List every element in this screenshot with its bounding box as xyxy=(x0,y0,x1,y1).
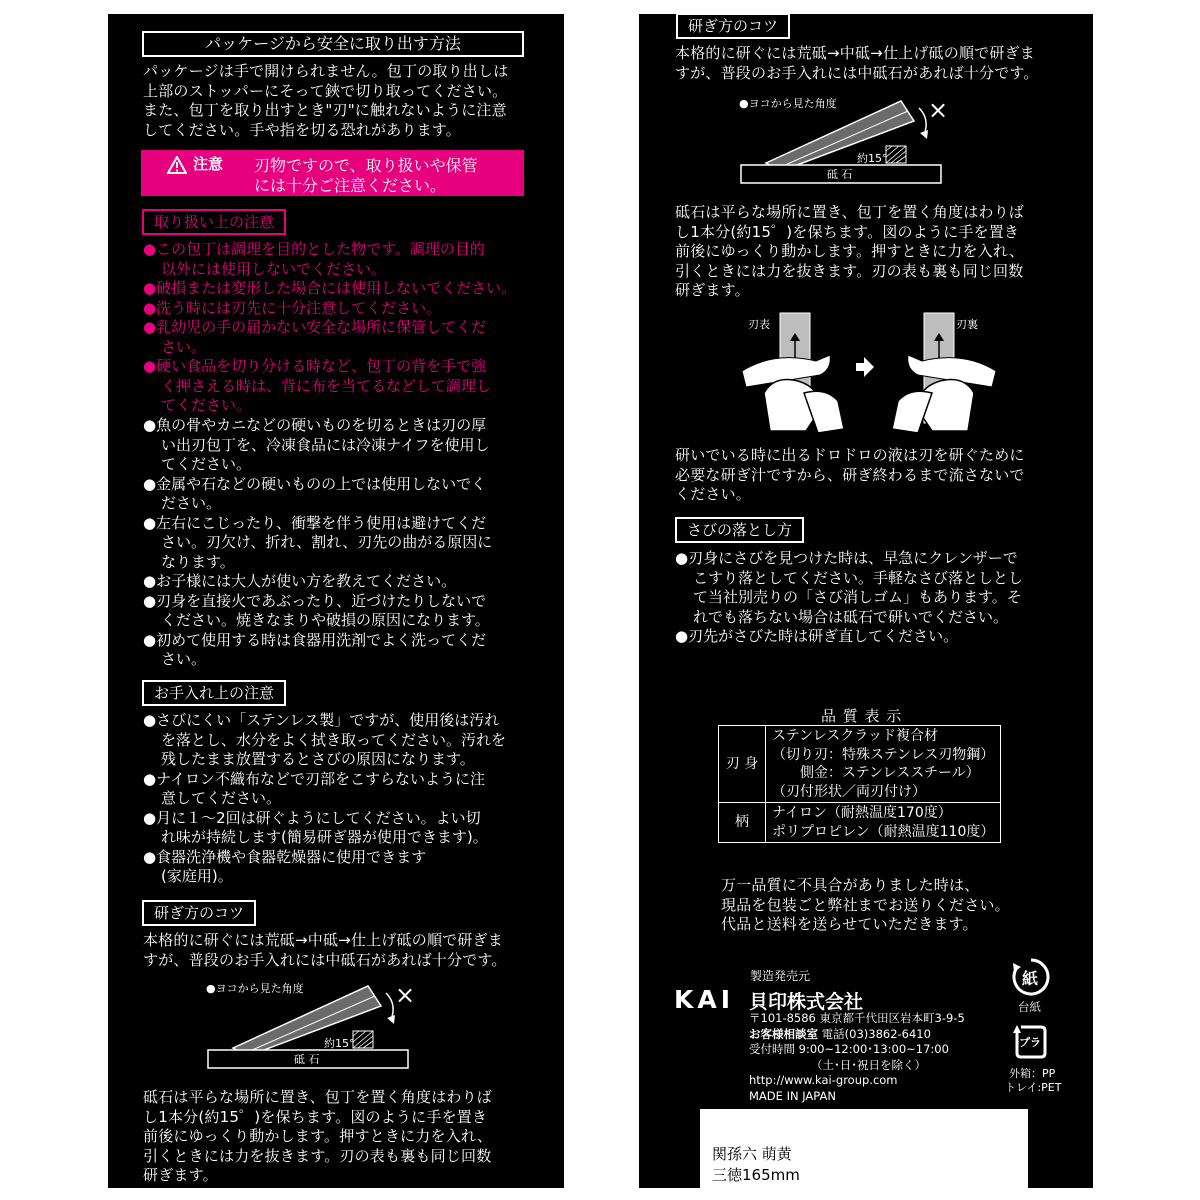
company-info xyxy=(749,1011,965,1104)
list-item: れ味が持続します(簡易研ぎ器が使用できます)。 xyxy=(161,828,488,846)
plastic-mark-text: プラ xyxy=(1019,1036,1041,1049)
remove-line: 上部のストッパーにそって鋏で切り取ってください。 xyxy=(143,81,508,100)
paper-label: 台紙 xyxy=(1018,1000,1041,1014)
website: http://www.kai-group.com xyxy=(749,1073,898,1087)
care-header: お手入れ上の注意 xyxy=(142,680,286,706)
warning-line: には十分ご注意ください。 xyxy=(254,176,447,195)
side-view-label: ●ヨコから見た角度 xyxy=(206,982,304,995)
angle-label: 約15° xyxy=(857,152,888,165)
text-line: すが、普段のお手入れには中砥石があれば十分です。 xyxy=(675,63,1039,82)
list-item: ●さびにくい「ステンレス製」ですが、使用後は汚れ xyxy=(143,711,500,729)
text-line: ください。 xyxy=(675,485,752,503)
text-line: し1本分(約15゜)を保ちます。図のように手を置き xyxy=(675,222,1020,241)
list-item: れでも落ちない場合は砥石で研いでください。 xyxy=(693,607,1009,626)
remove-line: パッケージは手で開けられません。包丁の取り出しは xyxy=(143,62,509,80)
list-item: なります。 xyxy=(161,552,235,571)
list-item: ださい。 xyxy=(161,494,222,512)
text-line: 代品と送料を送らせていただきます。 xyxy=(721,915,978,933)
spec-line: ステンレスクラッド複合材 xyxy=(772,728,938,744)
quality-title: 品 質 表 示 xyxy=(821,707,903,725)
remove-line: また、包丁を取り出すとき"刃"に触れないように注意 xyxy=(143,101,507,119)
text-line: 砥石は平らな場所に置き、包丁を置く角度はわりば xyxy=(675,203,1025,221)
warning-icon xyxy=(167,156,187,174)
product-type: 三徳165mm xyxy=(712,1166,800,1184)
list-item: ●ナイロン不織布などで刃部をこすらないように注 xyxy=(143,769,486,788)
blade-spec xyxy=(766,726,1001,803)
paper-recycle-mark xyxy=(1011,957,1051,997)
angle-diagram xyxy=(736,93,976,188)
text-line: 引くときには力を抜きます。刃の表も裏も同じ回数 xyxy=(675,261,1024,280)
spec-line: （刃付形状／両刃付け） xyxy=(772,783,926,800)
text-line: 研ぎます。 xyxy=(675,281,750,299)
sharpen-body xyxy=(675,203,1024,301)
list-item: (家庭用)。 xyxy=(161,867,233,885)
text-line: 前後にゆっくり動かします。押すときに力を入れ、 xyxy=(143,1127,493,1145)
list-item: く押さえる時は、背に布を当てるなどして調理し xyxy=(161,376,492,395)
list-item: ●刃身を直接火であぶったり、近づけたりしないで xyxy=(143,591,487,610)
list-item: 残したまま放置するとさびの原因になります。 xyxy=(161,750,475,768)
list-item: ●お子様には大人が使い方を教えてください。 xyxy=(143,572,457,590)
text-line: 必要な研ぎ汁ですから、研ぎ終わるまで流さないで xyxy=(675,465,1025,484)
blade-back-label: 刃裏 xyxy=(956,318,978,331)
guarantee-note xyxy=(721,876,1010,935)
holidays: （土･日･祝日を除く） xyxy=(811,1057,926,1072)
sharpening-hands-icon xyxy=(734,309,1004,439)
list-item: ●刃先がさびた時は研ぎ直してください。 xyxy=(675,627,959,645)
angle-label: 約15° xyxy=(324,1037,355,1050)
list-item: てください。 xyxy=(161,455,252,473)
list-item: ●刃身にさびを見つけた時は、早急にクレンザーで xyxy=(675,549,1018,567)
right-panel xyxy=(639,14,1093,1188)
angle-diagram xyxy=(203,978,443,1073)
list-item: 以外には使用しないでください。 xyxy=(161,259,387,278)
plastic-recycle-mark xyxy=(1013,1021,1049,1061)
text-line: 本格的に研ぐには荒砥→中砥→仕上げ砥の順で研ぎま xyxy=(143,931,503,949)
paper-mark-text: 紙 xyxy=(1022,969,1039,988)
sharpen-header: 研ぎ方のコツ xyxy=(676,14,790,39)
company-name: 貝印株式会社 xyxy=(749,991,864,1013)
list-item: い出刃包丁を、冷凍食品には冷凍ナイフを使用し xyxy=(161,435,490,454)
spec-line: ナイロン（耐熱温度170度） xyxy=(772,805,952,821)
phone-line xyxy=(749,1027,965,1043)
text-line: 砥石は平らな場所に置き、包丁を置く角度はわりば xyxy=(143,1088,493,1106)
rust-header: さびの落とし方 xyxy=(675,517,804,543)
address: 〒101-8586 東京都千代田区岩本町3-9-5 xyxy=(749,1011,965,1025)
left-panel xyxy=(108,14,564,1188)
handling-white-list xyxy=(143,416,492,670)
remove-header: パッケージから安全に取り出す方法 xyxy=(142,31,524,57)
list-item: こすり落としてください。手軽なさび落としとし xyxy=(693,568,1024,587)
rust-list xyxy=(675,549,1023,647)
maker-caption: 製造発売元 xyxy=(750,969,811,983)
kai-logo: KAI xyxy=(674,985,735,1014)
sharpen-header: 研ぎ方のコツ xyxy=(142,900,256,926)
list-item: ●硬い食品を切り分ける時など、包丁の背を手で強 xyxy=(143,357,487,375)
text-line: 本格的に研ぐには荒砥→中砥→仕上げ砥の順で研ぎま xyxy=(675,44,1035,62)
list-item: 意してください。 xyxy=(161,789,282,807)
list-item: ●魚の骨やカニなどの硬いものを切るときは刃の厚 xyxy=(143,416,487,434)
handling-header: 取り扱い上の注意 xyxy=(142,209,286,235)
cross-mark: × xyxy=(928,96,949,124)
text-line: 引くときには力を抜きます。刃の表も裏も同じ回数 xyxy=(143,1146,492,1165)
list-item: ください。焼きなまりや破損の原因になります。 xyxy=(161,611,490,629)
handle-spec xyxy=(766,803,1001,843)
list-item: さい。 xyxy=(161,337,207,356)
list-item: さい。刃欠け、折れ、割れ、刃先の曲がる原因に xyxy=(161,533,493,551)
text-line: 現品を包装ごと弊社までお送りください。 xyxy=(721,895,1010,914)
warning-line: 刃物ですので、取り扱いや保管 xyxy=(254,156,478,175)
text-line: すが、普段のお手入れには中砥石があれば十分です。 xyxy=(143,950,507,969)
sharpen-intro xyxy=(143,931,507,970)
sharpen-intro xyxy=(675,44,1039,83)
outer-box-label: 外箱：PP xyxy=(1009,1067,1056,1080)
text-line: 研ぎます。 xyxy=(143,1166,218,1184)
list-item: てください。 xyxy=(161,396,252,414)
list-item: を落とし、水分をよく拭き取ってください。汚れを xyxy=(161,730,507,749)
care-list xyxy=(143,711,506,887)
text-line: 万一品質に不具合がありました時は、 xyxy=(721,876,980,894)
list-item: て当社別売りの「さび消しゴム」もあります。そ xyxy=(693,588,1022,606)
cross-mark: × xyxy=(395,981,416,1009)
phone: 電話(03)3862-6410 xyxy=(821,1026,931,1041)
list-item: ●洗う時には刃先に十分注意してください。 xyxy=(143,298,442,317)
list-item: さい。 xyxy=(161,650,207,668)
stone-label: 砥 石 xyxy=(294,1053,320,1066)
made-in: MADE IN JAPAN xyxy=(749,1088,836,1103)
sharpen-body xyxy=(143,1088,492,1186)
hand-sharpening-diagram xyxy=(734,309,1004,439)
list-item: ●金属や石などの硬いものの上では使用しないでく xyxy=(143,474,487,493)
remove-line: してください。手や指を切る恐れがあります。 xyxy=(143,120,462,139)
spec-line: （切り刃：特殊ステンレス刃物鋼） xyxy=(772,746,995,763)
quality-table xyxy=(718,725,1001,843)
slurry-note xyxy=(675,446,1025,505)
phone-label: お客様相談室 xyxy=(749,1026,818,1041)
tray-label: トレイ:PET xyxy=(1005,1081,1062,1094)
list-item: ●月に１～2回は研ぐようにしてください。よい切 xyxy=(143,808,481,827)
spec-line: ポリプロピレン（耐熱温度110度） xyxy=(772,823,995,840)
spec-line: 側金：ステンレススチール） xyxy=(800,765,980,781)
list-item: ●初めて使用する時は食器用洗剤でよく洗ってくだ xyxy=(143,630,487,649)
side-view-label: ●ヨコから見た角度 xyxy=(739,97,837,110)
plastic-labels xyxy=(1005,1067,1061,1095)
blade-front-label: 刃表 xyxy=(748,318,770,331)
list-item: ●この包丁は調理を目的とした物です。調理の目的 xyxy=(143,240,485,258)
list-item: ●乳幼児の手の届かない安全な場所に保管してくだ xyxy=(143,318,487,336)
warning-box xyxy=(141,150,524,196)
text-line: 前後にゆっくり動かします。押すときに力を入れ、 xyxy=(675,242,1025,260)
warning-label: 注意 xyxy=(193,155,224,173)
product-label xyxy=(700,1109,1028,1200)
list-item: ●左右にこじったり、衝撃を伴う使用は避けてくだ xyxy=(143,513,487,532)
text-line: し1本分(約15゜)を保ちます。図のように手を置き xyxy=(143,1107,488,1126)
text-line: 研いでいる時に出るドロドロの液は刃を研ぐために xyxy=(675,446,1025,464)
handling-pink-list xyxy=(143,240,516,416)
list-item: ●破損または変形した場合には使用しないでください。 xyxy=(143,279,517,297)
remove-instructions xyxy=(143,62,508,140)
hours: 受付時間 9:00~12:00･13:00~17:00 xyxy=(749,1042,949,1056)
handle-label: 柄 xyxy=(719,803,766,843)
blade-label: 刃 身 xyxy=(719,726,766,803)
list-item: ●食器洗浄機や食器乾燥器に使用できます xyxy=(143,847,427,866)
stone-label: 砥 石 xyxy=(827,168,853,181)
product-name: 関孫六 萌黄 xyxy=(712,1145,792,1163)
